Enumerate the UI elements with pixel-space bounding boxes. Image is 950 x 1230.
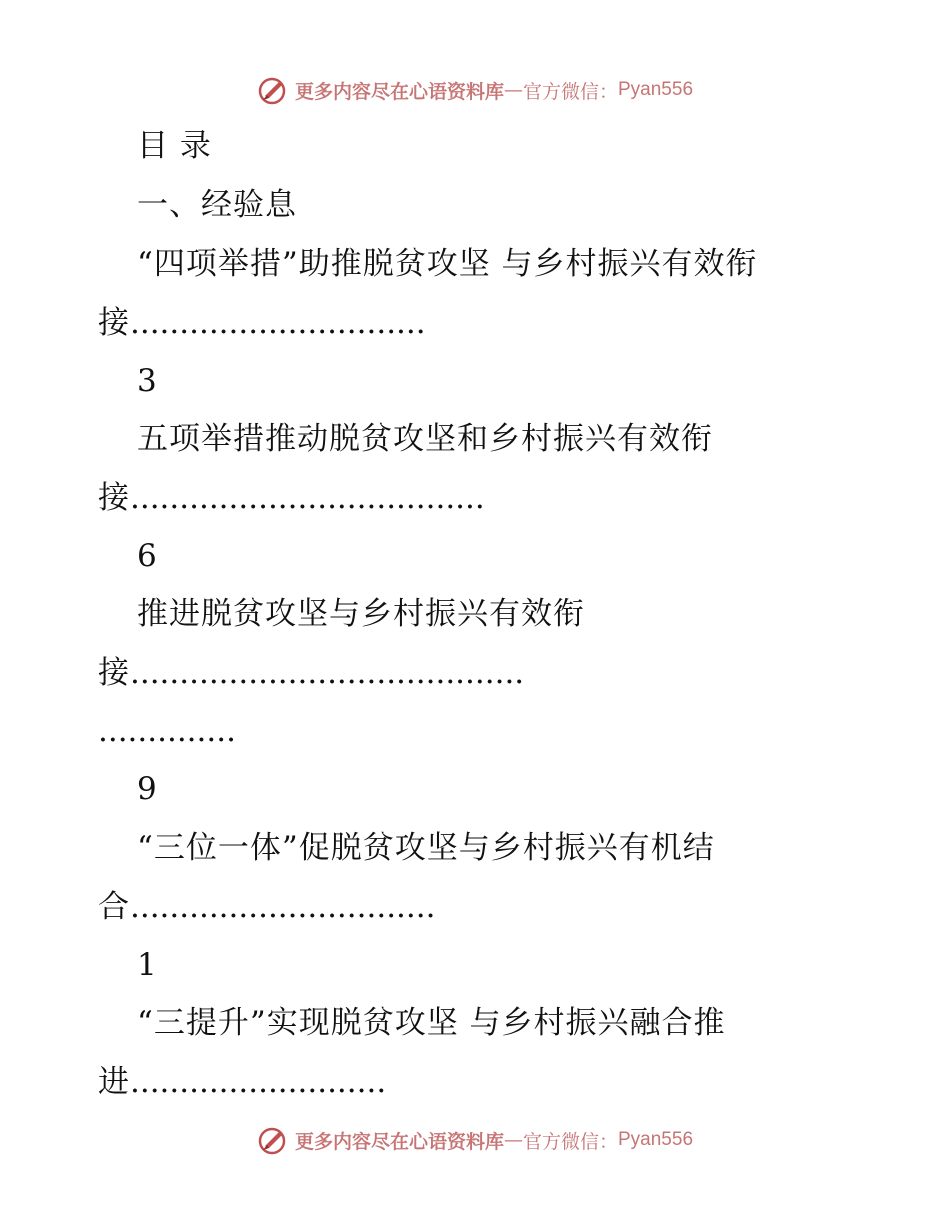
toc-entry-title: 五项举措推动脱贫攻坚和乡村振兴有效衔 <box>137 421 713 457</box>
toc-title: 目 录 <box>137 128 212 164</box>
toc-entry-tail: 合 <box>98 889 130 925</box>
banner-wechat-id: Pyan556 <box>618 79 694 100</box>
toc-entry-tail: 进 <box>98 1064 130 1100</box>
banner-wechat-label: 官方微信： <box>522 80 618 103</box>
banner-text: 更多内容尽在心语资料库 <box>294 1130 504 1153</box>
toc-entry-leader <box>98 1062 386 1102</box>
toc-entry-page: 1 <box>137 947 158 983</box>
toc-entry-tail: 接 <box>98 480 130 516</box>
toc-section: 一、经验息 <box>137 187 297 223</box>
toc-entry-dots: .............................. <box>130 305 426 341</box>
toc-entry-dots-continued <box>98 711 236 751</box>
banner-wechat-label: 官方微信： <box>522 1130 618 1153</box>
toc-entry-page: 9 <box>137 771 158 807</box>
toc-entry-tail: 接 <box>98 655 130 691</box>
toc-entry-dots: ........................................ <box>130 655 525 691</box>
footer-banner <box>0 1120 950 1160</box>
banner-wechat-id: Pyan556 <box>618 1129 694 1150</box>
toc-entry-leader <box>98 653 524 693</box>
banner-text: 更多内容尽在心语资料库 <box>294 80 504 103</box>
toc-entry-dots: .............. <box>98 713 236 749</box>
toc-entry-title: “三位一体”促脱贫攻坚与乡村振兴有机结 <box>137 830 715 866</box>
toc-entry-page: 3 <box>137 363 158 399</box>
banner-separator: — <box>503 1129 523 1151</box>
toc-entry-dots: .................................... <box>130 480 485 516</box>
toc-entry-tail: 接 <box>98 305 130 341</box>
toc-entry-dots: .......................... <box>130 1064 387 1100</box>
header-banner <box>0 70 950 110</box>
toc-entry-title: “四项举措”助推脱贫攻坚 与乡村振兴有效衔 <box>137 246 758 282</box>
pen-logo-icon <box>257 1124 289 1156</box>
toc-entry-title: 推进脱贫攻坚与乡村振兴有效衔 <box>137 596 585 632</box>
toc-entry-leader <box>98 478 485 518</box>
pen-logo-icon <box>257 74 289 106</box>
toc-entry-title: “三提升”实现脱贫攻坚 与乡村振兴融合推 <box>137 1005 726 1041</box>
toc-entry-leader <box>98 887 435 927</box>
toc-entry-dots: ............................... <box>130 889 436 925</box>
banner-separator: — <box>503 79 523 101</box>
toc-entry-page: 6 <box>137 538 158 574</box>
toc-entry-leader <box>98 303 426 343</box>
